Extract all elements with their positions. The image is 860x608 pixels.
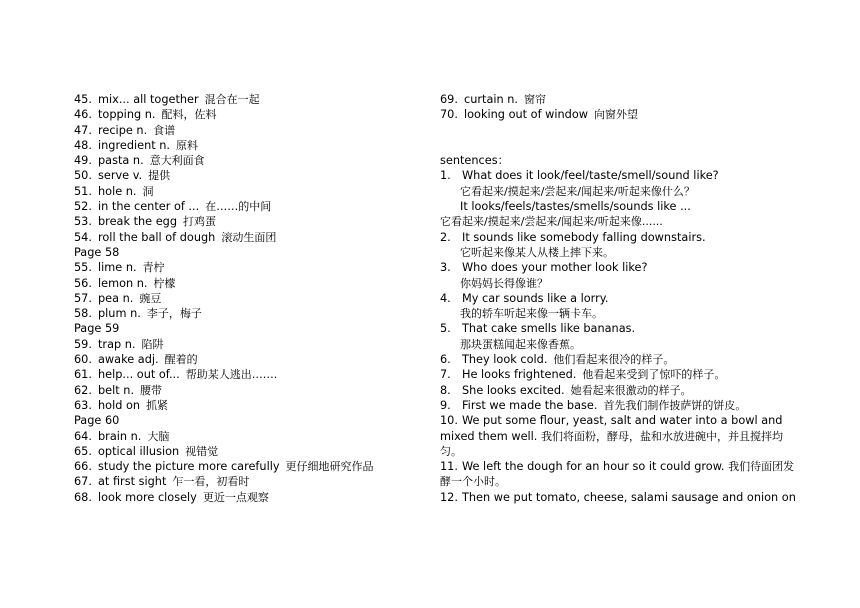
sentence-item: 1. What does it look/feel/taste/smell/sound like? — [440, 169, 719, 183]
list-item: 47. recipe n. 食谱 — [74, 123, 176, 137]
list-item: 50. serve v. 提供 — [74, 169, 171, 183]
list-item: 53. break the egg 打鸡蛋 — [74, 215, 216, 229]
page-heading: Page 59 — [74, 322, 120, 336]
vocabulary-list-left — [74, 92, 424, 505]
page-heading: Page 60 — [74, 414, 120, 428]
list-item: 67. at first sight 乍一看，初看时 — [74, 475, 250, 489]
list-item: 51. hole n. 洞 — [74, 184, 154, 198]
list-item: 49. pasta n. 意大利面食 — [74, 154, 205, 168]
list-item: 46. topping n. 配料，佐料 — [74, 108, 217, 122]
vocabulary-and-sentences-right — [440, 92, 800, 505]
sentence-translation: 那块蛋糕闻起来像香蕉。 — [460, 337, 581, 351]
list-item: 70. looking out of window 向窗外望 — [440, 108, 638, 122]
sentence-item: 11. We left the dough for an hour so it could grow. 我们待面团发酵一个小时。 — [440, 460, 795, 489]
list-item: 69. curtain n. 窗帘 — [440, 93, 547, 106]
sentence-translation: 它看起来/摸起来/尝起来/闻起来/听起来像...... — [440, 215, 663, 229]
list-item: 54. roll the ball of dough 滚动生面团 — [74, 230, 277, 244]
sentence-item: 2. It sounds like somebody falling downstairs. — [440, 230, 706, 244]
sentence-translation: 它看起来/摸起来/尝起来/闻起来/听起来像什么？ — [460, 184, 695, 198]
sentence-translation: 我的轿车听起来像一辆卡车。 — [460, 307, 603, 321]
list-item: 58. plum n. 李子，梅子 — [74, 307, 202, 321]
sentence-pattern: It looks/feels/tastes/smells/sounds like ... — [460, 200, 691, 214]
sentence-item: 10. We put some flour, yeast, salt and water into a bowl and mixed them well. 我们将面粉，酵母，盐和水放进碗中，并且搅拌均匀。 — [440, 414, 783, 458]
sentence-item: 4. My car sounds like a lorry. — [440, 291, 609, 305]
list-item: 61. help... out of... 帮助某人逃出……. — [74, 368, 278, 382]
list-item: 56. lemon n. 柠檬 — [74, 276, 176, 290]
sentence-item: 8. She looks excited. 她看起来很激动的样子。 — [440, 383, 692, 397]
list-item: 45. mix... all together 混合在一起 — [74, 93, 260, 106]
sentence-item: 9. First we made the base. 首先我们制作披萨饼的饼皮。 — [440, 398, 747, 412]
list-item: 62. belt n. 腰带 — [74, 383, 163, 397]
sentence-item: 3. Who does your mother look like? — [440, 261, 648, 275]
sentence-item: 6. They look cold. 他们看起来很冷的样子。 — [440, 353, 675, 367]
list-item: 52. in the center of ... 在……的中间 — [74, 200, 272, 214]
sentence-item: 5. That cake smells like bananas. — [440, 322, 636, 336]
sentences-heading: sentences： — [440, 154, 509, 168]
list-item: 59. trap n. 陷阱 — [74, 337, 164, 351]
sentence-translation: 它听起来像某人从楼上摔下来。 — [460, 245, 614, 259]
sentence-item: 12. Then we put tomato, cheese, salami sausage and onion on — [440, 490, 796, 504]
list-item: 65. optical illusion 视错觉 — [74, 444, 219, 458]
list-item: 66. study the picture more carefully 更仔细地研究作品 — [74, 460, 374, 474]
page-heading: Page 58 — [74, 245, 120, 259]
list-item: 60. awake adj. 醒着的 — [74, 353, 198, 367]
list-item: 68. look more closely 更近一点观察 — [74, 490, 269, 504]
list-item: 55. lime n. 青柠 — [74, 261, 165, 275]
sentence-item: 7. He looks frightened. 他看起来受到了惊吓的样子。 — [440, 368, 726, 382]
list-item: 63. hold on 抓紧 — [74, 398, 169, 412]
sentence-translation: 你妈妈长得像谁？ — [460, 276, 548, 290]
list-item: 64. brain n. 大脑 — [74, 429, 170, 443]
list-item: 48. ingredient n. 原料 — [74, 138, 199, 152]
list-item: 57. pea n. 豌豆 — [74, 291, 162, 305]
